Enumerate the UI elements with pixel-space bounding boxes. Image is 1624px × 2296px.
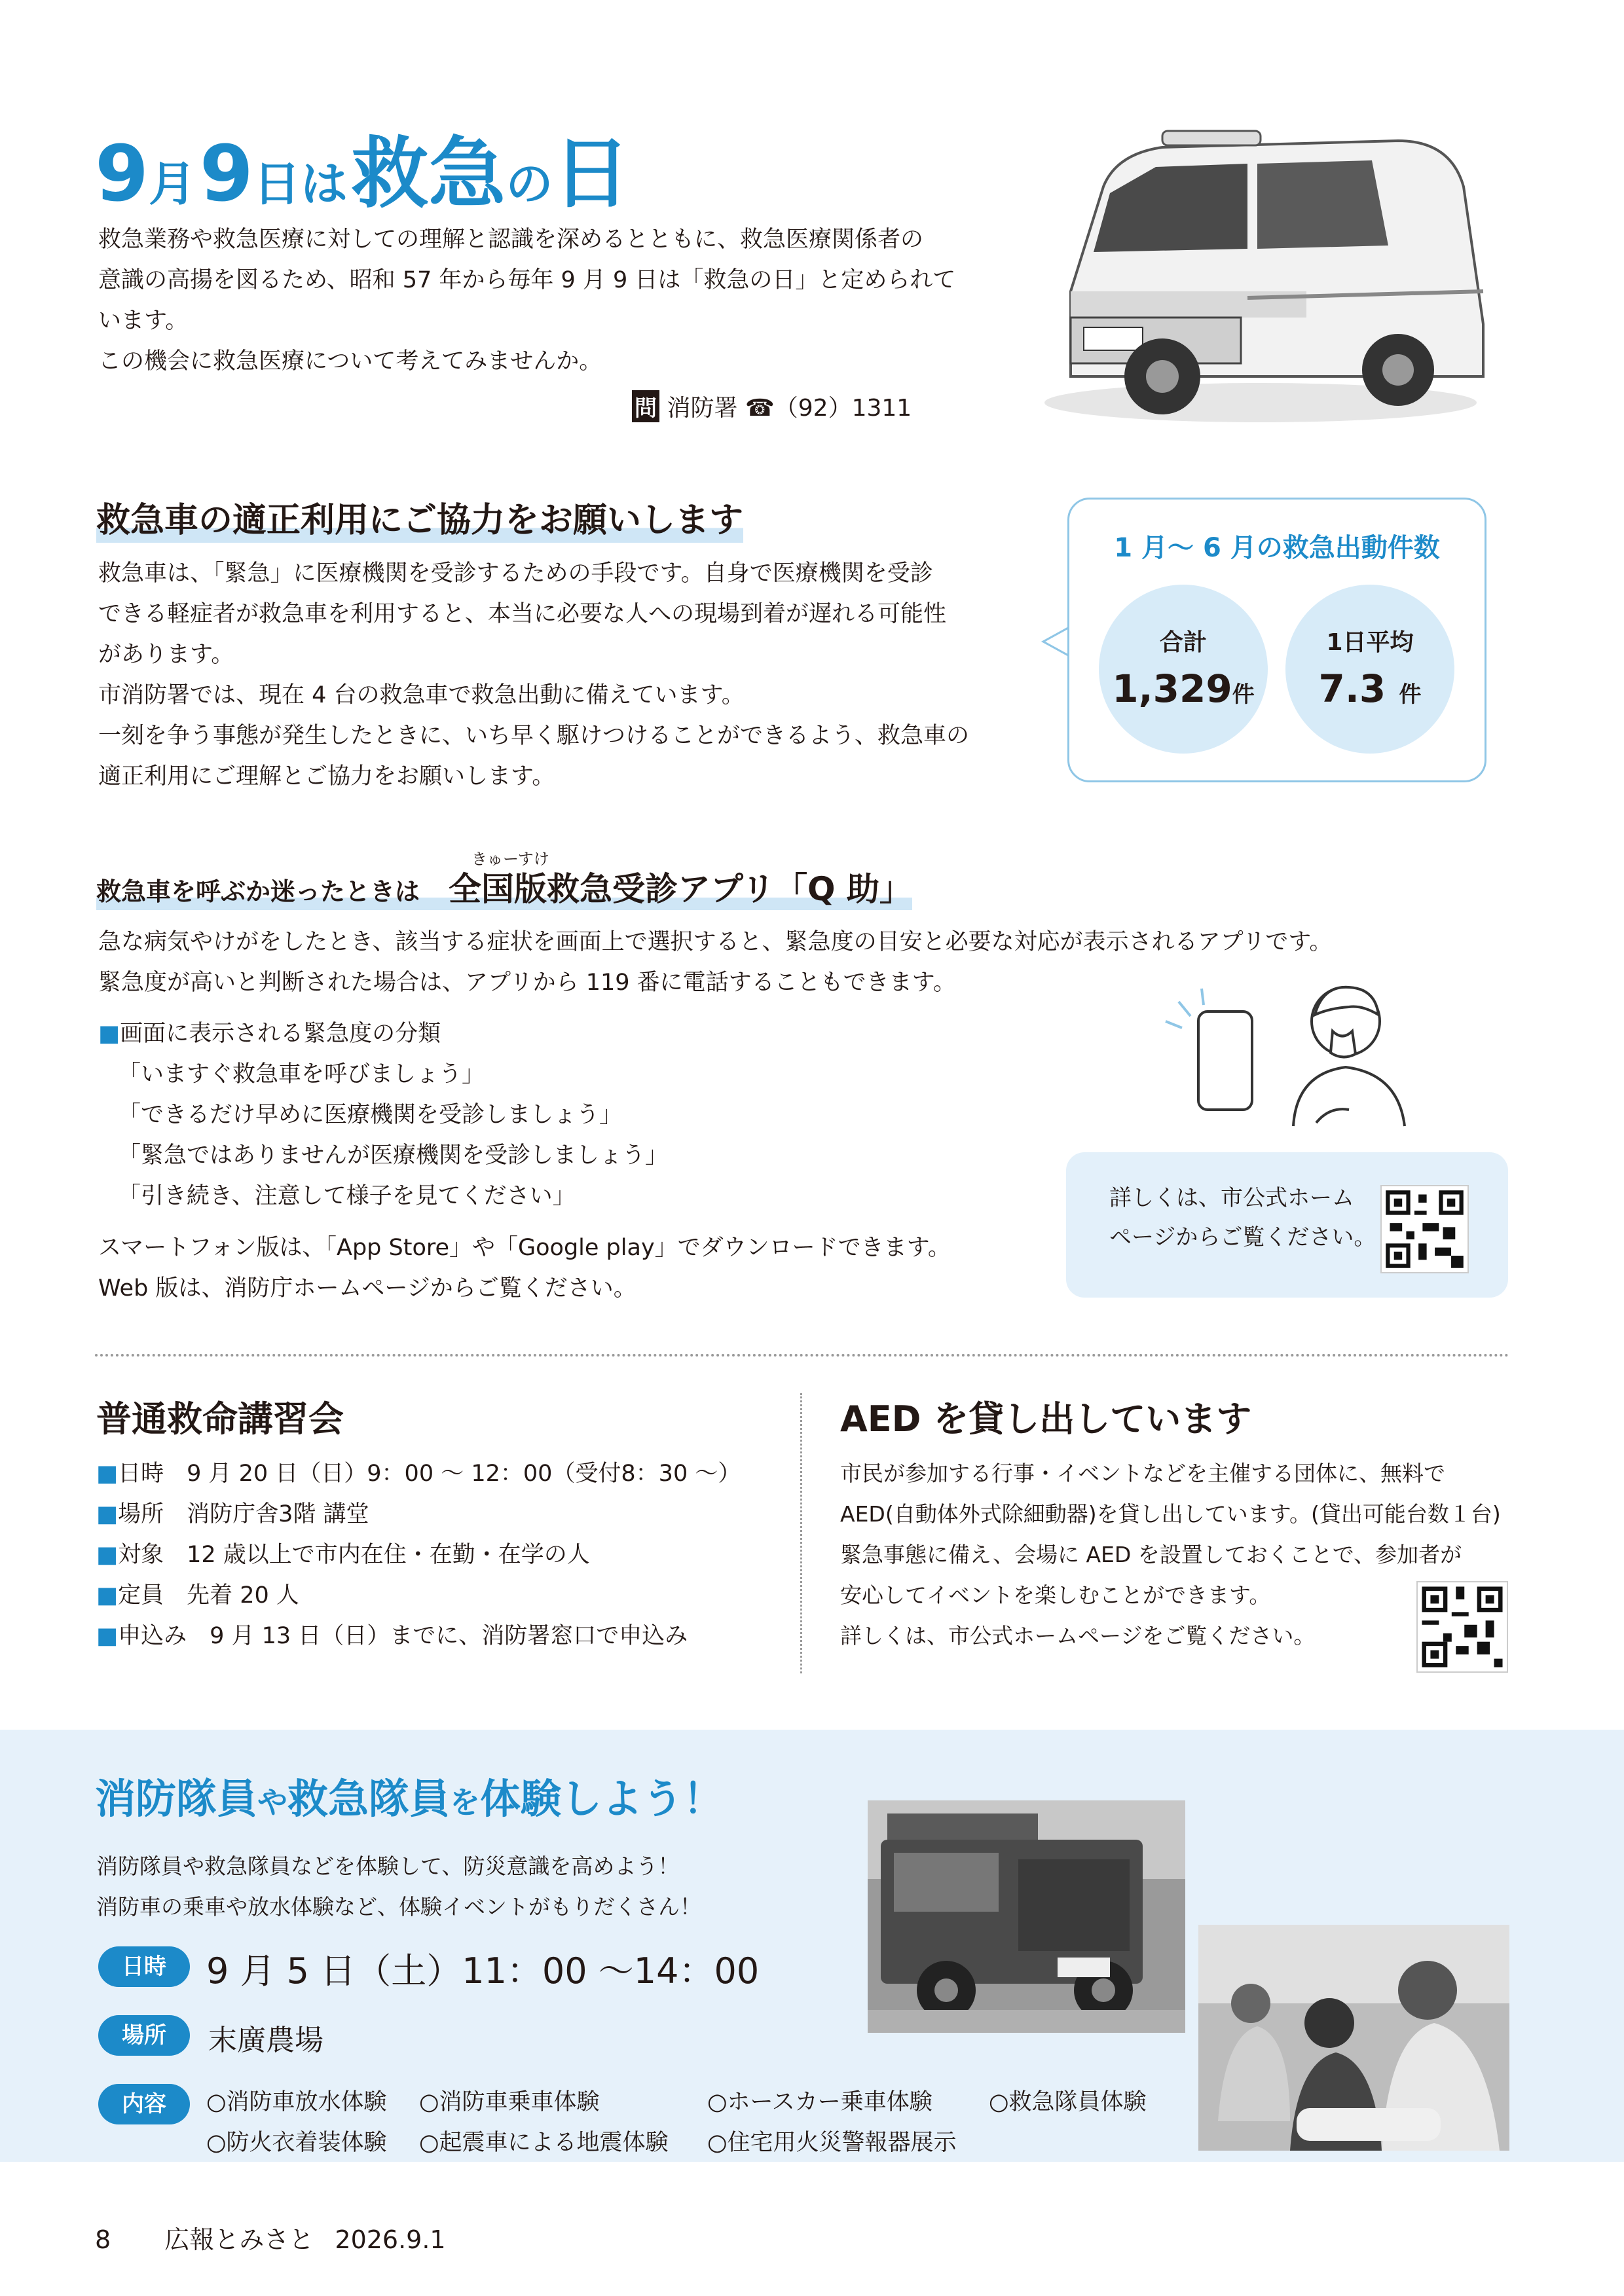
intro-text (98, 219, 1002, 382)
date-pill: 日時 (98, 1946, 190, 1987)
stats-total-label: 合計 (1159, 629, 1207, 656)
stats-total-value: 1,329 (1112, 666, 1232, 711)
course-label: 申込み (118, 1623, 187, 1649)
experience-item: ○消防車放水体験 (206, 2089, 387, 2115)
course-value: 12 歳以上で市内在住・在勤・在学の人 (187, 1542, 590, 1568)
phone-icon (1166, 989, 1252, 1110)
title-kyukyu: 救急 (351, 128, 506, 219)
stats-total-circle (1099, 585, 1268, 754)
intro-line: 意識の高揚を図るため、昭和 57 年から毎年 9 月 9 日は「救急の日」と定められて (98, 267, 956, 293)
list-mark: ■ (96, 1501, 119, 1527)
publication-date: 2026.9.1 (335, 2225, 446, 2254)
course-label: 対象 (118, 1542, 164, 1568)
list-mark: ■ (96, 1461, 119, 1487)
title-day-num: 9 (199, 128, 253, 219)
experience-heading-part: 体験しよう！ (480, 1775, 724, 1823)
stats-total-unit: 件 (1232, 682, 1255, 708)
app-name: 全国版救急受診アプリ「Q 助」 (449, 870, 912, 908)
footer (95, 2219, 446, 2255)
course-value: 9 月 13 日（日）までに、消防署窓口で申込み (210, 1623, 688, 1649)
page-title (95, 111, 630, 223)
phone-and-person-illustration (1153, 975, 1414, 1146)
aed-line: AED(自動体外式除細動器)を貸し出しています。(貸出可能台数１台) (840, 1501, 1501, 1527)
list-mark: ■ (96, 1623, 119, 1649)
app-ruby: きゅーすけ (471, 850, 549, 868)
urgency-item: 「いますぐ救急車を呼びましょう」 (118, 1061, 485, 1087)
intro-line: います。 (98, 308, 189, 334)
qr-code[interactable] (1380, 1185, 1469, 1273)
experience-heading-part: 救急隊員 (287, 1775, 451, 1823)
contact-org: 消防署 (667, 395, 738, 422)
rescue-training-photo (1198, 1925, 1509, 2151)
intro-line: 救急業務や救急医療に対しての理解と認識を深めるとともに、救急医療関係者の (98, 227, 924, 253)
ambulance-photo (1031, 128, 1490, 429)
title-day-unit: 日は (253, 156, 348, 211)
proper-use-line: 適正利用にご理解とご協力をお願いします。 (98, 763, 555, 790)
experience-heading-part: 消防隊員 (95, 1775, 258, 1823)
course-label: 定員 (118, 1582, 164, 1609)
dispatch-stats-box (1067, 498, 1486, 782)
aed-line: 緊急事態に備え、会場に AED を設置しておくことで、参加者が (840, 1542, 1462, 1567)
proper-use-line: 市消防署では、現在 4 台の救急車で救急出動に備えています。 (98, 682, 745, 708)
intro-line: この機会に救急医療について考えてみませんか。 (98, 348, 602, 374)
experience-item: ○防火衣着装体験 (206, 2130, 387, 2156)
proper-use-line: できる軽症者が救急車を利用すると、本当に必要な人への現場到着が遅れる可能性 (98, 601, 947, 627)
stats-avg-circle (1285, 585, 1454, 754)
title-no: の (506, 156, 553, 211)
qr-code[interactable] (1416, 1581, 1508, 1673)
app-heading (96, 863, 916, 914)
section-divider (95, 1354, 1509, 1357)
urgency-item: 「引き続き、注意して様子を見てください」 (118, 1183, 576, 1209)
person-cough-icon (1293, 987, 1405, 1126)
aed-heading: AED を貸し出しています (840, 1398, 1252, 1440)
column-divider (800, 1393, 802, 1673)
list-mark: ■ (98, 1021, 120, 1047)
experience-heading-part: や (257, 1785, 288, 1820)
experience-line: 消防車の乗車や放水体験など、体験イベントがもりだくさん！ (96, 1894, 701, 1920)
aed-line: 安心してイベントを楽しむことができます。 (840, 1582, 1271, 1608)
title-month-unit: 月 (149, 156, 196, 211)
list-mark: ■ (96, 1542, 119, 1568)
stats-avg-unit: 件 (1399, 682, 1422, 708)
proper-use-heading (96, 492, 747, 545)
download-line: スマートフォン版は、「App Store」や「Google play」でダウンロードできます。 (98, 1235, 951, 1261)
course-value: 9 月 20 日（日）9：00 ～ 12：00（受付8：30 ～） (187, 1461, 741, 1487)
contact-line (632, 390, 912, 423)
experience-item: ○住宅用火災警報器展示 (707, 2130, 957, 2156)
fire-truck-photo (868, 1800, 1185, 2033)
proper-use-line: があります。 (98, 642, 234, 668)
aed-line: 詳しくは、市公式ホームページをご覧ください。 (840, 1623, 1316, 1649)
course-label: 場所 (118, 1501, 164, 1527)
app-lead: 救急車を呼ぶか迷ったときは (96, 877, 420, 906)
contact-mark: 問 (632, 390, 659, 422)
info-line: 詳しくは、市公式ホーム (1109, 1185, 1354, 1211)
experience-items (206, 2082, 1147, 2163)
proper-use-line: 一刻を争う事態が発生したときに、いち早く駆けつけることができるよう、救急車の (98, 723, 970, 749)
page-number: 8 (95, 2225, 111, 2254)
course-label: 日時 (118, 1461, 164, 1487)
title-month-num: 9 (95, 128, 149, 219)
experience-place: 末廣農場 (208, 2024, 323, 2057)
info-line: ページからご覧ください。 (1109, 1224, 1376, 1250)
download-line: Web 版は、消防庁ホームページからご覧ください。 (98, 1275, 637, 1302)
publication-name: 広報とみさと (164, 2225, 314, 2254)
urgency-list (98, 1013, 950, 1216)
stats-heading: 1 月～ 6 月の救急出動件数 (1114, 533, 1440, 563)
aed-line: 市民が参加する行事・イベントなどを主催する団体に、無料で (840, 1461, 1445, 1486)
urgency-item: 「できるだけ早めに医療機関を受診しましょう」 (118, 1102, 623, 1128)
content-pill: 内容 (98, 2084, 190, 2124)
experience-item: ○ホースカー乗車体験 (707, 2089, 932, 2115)
course-heading: 普通救命講習会 (96, 1398, 344, 1440)
course-value: 消防庁舎3階 講堂 (187, 1501, 369, 1527)
experience-text (96, 1846, 849, 1927)
experience-line: 消防隊員や救急隊員などを体験して、防災意識を高めよう！ (96, 1853, 680, 1879)
urgency-item: 「緊急ではありませんが医療機関を受診しましょう」 (118, 1142, 669, 1169)
stats-avg-value: 7.3 (1318, 666, 1386, 711)
proper-use-heading-text: 救急車の適正利用にご協力をお願いします (96, 501, 743, 543)
contact-tel: ☎（92）1311 (745, 395, 912, 422)
course-value: 先着 20 人 (187, 1582, 299, 1609)
experience-heading (95, 1766, 724, 1825)
app-line: 急な病気やけがをしたとき、該当する症状を画面上で選択すると、緊急度の目安と必要な対応が表示されるアプリです。 (98, 929, 1333, 955)
experience-item: ○起震車による地震体験 (419, 2130, 669, 2156)
urgency-list-title: 画面に表示される緊急度の分類 (120, 1021, 441, 1047)
download-text (98, 1228, 1048, 1309)
experience-item: ○救急隊員体験 (989, 2089, 1147, 2115)
app-line: 緊急度が高いと判断された場合は、アプリから 119 番に電話することもできます。 (98, 970, 956, 996)
course-details (96, 1453, 790, 1656)
experience-heading-part: を (450, 1785, 481, 1820)
experience-item: ○消防車乗車体験 (419, 2089, 600, 2115)
proper-use-text (98, 553, 1028, 797)
app-info-box (1066, 1152, 1508, 1298)
experience-date: 9 月 5 日（土）11：00 ～14：00 (206, 1950, 760, 1992)
proper-use-line: 救急車は、「緊急」に医療機関を受診するための手段です。自身で医療機関を受診 (98, 560, 933, 587)
stats-avg-label: 1日平均 (1326, 629, 1414, 656)
title-hi: 日 (553, 128, 631, 219)
list-mark: ■ (96, 1582, 119, 1609)
place-pill: 場所 (98, 2015, 190, 2056)
